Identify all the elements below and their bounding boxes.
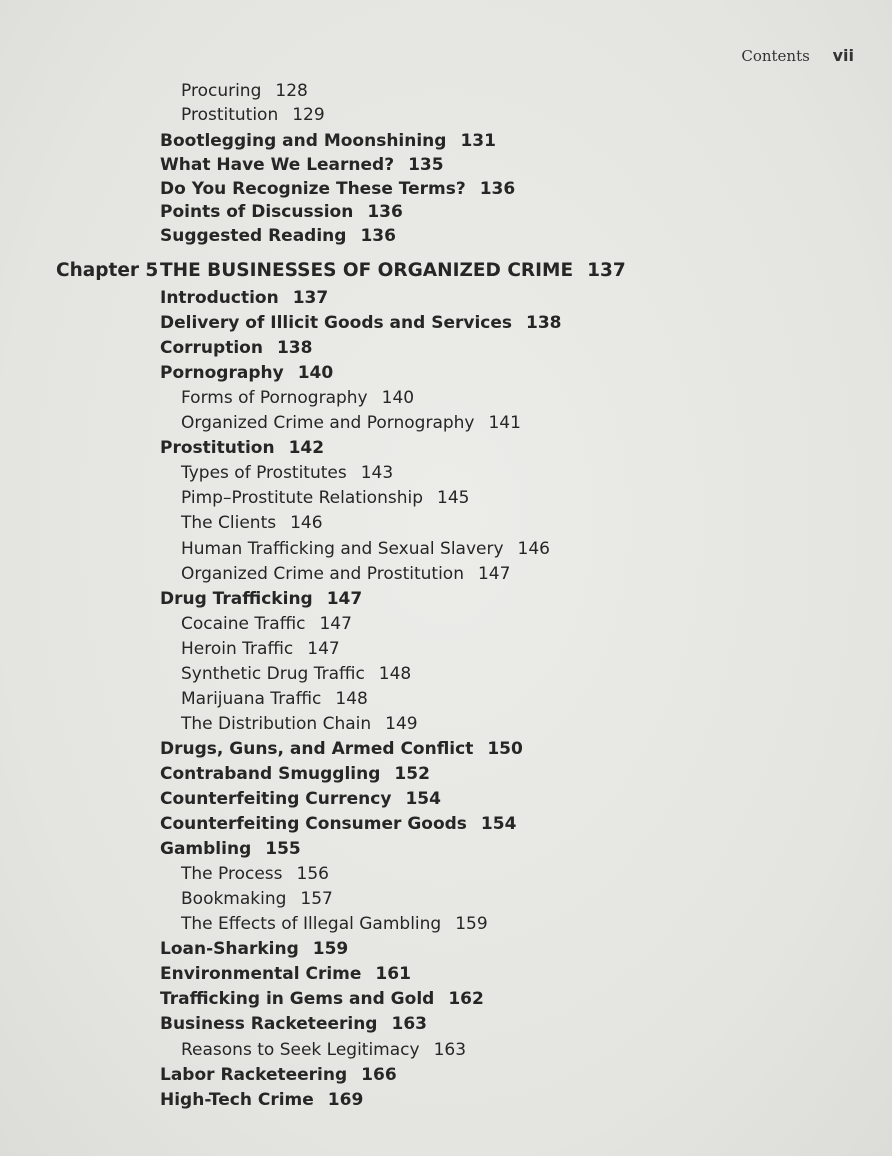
- toc-entry-page: 129: [292, 105, 325, 125]
- toc-entry: [181, 689, 368, 709]
- toc-entry-page: 154: [480, 814, 517, 835]
- toc-entry-title: Procuring: [181, 81, 262, 101]
- toc-entry-page: 148: [378, 663, 412, 684]
- toc-entry-title: Cocaine Traffic: [181, 613, 306, 634]
- toc-entry: [181, 1040, 466, 1060]
- toc-entry: [181, 614, 352, 634]
- toc-entry-title: Introduction: [160, 288, 279, 308]
- toc-entry-title: The Process: [181, 864, 283, 885]
- toc-entry-page: 163: [391, 1014, 427, 1035]
- chapter-label: Chapter 5: [56, 260, 159, 281]
- toc-entry-page: 155: [265, 839, 301, 860]
- toc-entry-title: Prostitution: [181, 105, 279, 125]
- toc-entry-title: Drugs, Guns, and Armed Conflict: [160, 738, 474, 759]
- toc-entry-page: 135: [408, 155, 444, 175]
- toc-entry: [160, 764, 430, 784]
- toc-entry-page: 148: [335, 688, 368, 709]
- toc-entry: [160, 288, 328, 308]
- toc-entry-title: Environmental Crime: [160, 964, 362, 985]
- page-number: vii: [832, 46, 854, 65]
- toc-entry: [181, 864, 329, 884]
- toc-entry-title: Counterfeiting Consumer Goods: [160, 814, 467, 835]
- toc-entry-title: What Have We Learned?: [160, 155, 395, 175]
- toc-entry: [160, 131, 496, 151]
- toc-entry: [160, 814, 516, 834]
- toc-entry-page: 147: [307, 638, 340, 659]
- toc-entry: [181, 539, 550, 559]
- toc-entry: [160, 338, 312, 358]
- toc-entry-title: High-Tech Crime: [160, 1089, 314, 1110]
- toc-entry-page: 136: [367, 202, 403, 222]
- toc-entry-page: 169: [327, 1089, 364, 1110]
- toc-entry: [160, 939, 348, 959]
- running-head-word: Contents: [741, 47, 810, 65]
- toc-entry-page: 138: [276, 338, 313, 359]
- toc-entry-title: Bootlegging and Moonshining: [160, 131, 447, 151]
- running-head: [741, 46, 854, 65]
- toc-entry-page: 136: [360, 226, 396, 246]
- toc-entry: [160, 789, 441, 809]
- toc-entry: [181, 639, 340, 659]
- toc-entry-page: 149: [385, 713, 418, 734]
- toc-entry-title: Gambling: [160, 839, 252, 860]
- toc-entry: [160, 155, 444, 175]
- toc-entry-page: 145: [437, 488, 470, 509]
- toc-entry: [181, 463, 393, 483]
- toc-entry-page: 166: [361, 1064, 397, 1085]
- toc-entry-page: 142: [288, 438, 325, 459]
- toc-entry: [181, 714, 418, 734]
- toc-entry: [181, 488, 469, 508]
- toc-entry: [160, 1090, 363, 1110]
- toc-entry-title: Drug Trafficking: [160, 588, 313, 609]
- toc-entry-title: Prostitution: [160, 438, 275, 459]
- toc-entry-page: 140: [297, 363, 334, 384]
- toc-entry-page: 143: [360, 463, 394, 484]
- toc-entry: [160, 839, 301, 859]
- toc-entry: [181, 664, 411, 684]
- toc-entry-title: Business Racketeering: [160, 1014, 378, 1035]
- toc-entry-page: 147: [319, 613, 352, 634]
- toc-entry-page: 163: [433, 1039, 467, 1060]
- toc-entry-page: 157: [300, 889, 333, 910]
- chapter-page: 137: [587, 260, 626, 281]
- toc-entry: [160, 363, 333, 383]
- toc-entry-page: 161: [375, 964, 411, 985]
- toc-entry-page: 146: [517, 538, 550, 559]
- toc-entry-page: 150: [487, 738, 523, 759]
- toc-entry: [160, 1065, 397, 1085]
- toc-entry: [160, 202, 403, 222]
- toc-entry-page: 162: [448, 989, 484, 1010]
- toc-entry-title: Bookmaking: [181, 889, 287, 910]
- toc-entry: [181, 914, 488, 934]
- toc-entry-title: The Effects of Illegal Gambling: [181, 914, 442, 935]
- toc-entry-page: 147: [477, 563, 511, 584]
- toc-entry: [160, 438, 324, 458]
- toc-entry: [160, 313, 562, 333]
- toc-entry-page: 156: [296, 864, 329, 885]
- toc-entry-title: Delivery of Illicit Goods and Services: [160, 313, 513, 334]
- toc-entry-page: 159: [312, 939, 349, 960]
- toc-entry: [181, 105, 325, 125]
- toc-entry: [160, 179, 515, 199]
- toc-entry-page: 147: [326, 588, 363, 609]
- toc-entry: [181, 81, 308, 101]
- toc-entry: [181, 388, 414, 408]
- toc-entry-page: 140: [381, 388, 415, 409]
- toc-entry-title: Forms of Pornography: [181, 388, 368, 409]
- toc-entry-title: Do You Recognize These Terms?: [160, 179, 466, 199]
- chapter-title: [160, 261, 626, 281]
- toc-entry-page: 138: [526, 313, 562, 334]
- toc-entry-page: 137: [292, 288, 329, 308]
- toc-entry-title: Pornography: [160, 363, 284, 384]
- toc-entry-title: Contraband Smuggling: [160, 763, 381, 784]
- toc-entry-title: The Distribution Chain: [181, 713, 372, 734]
- toc-entry-title: Pimp–Prostitute Relationship: [181, 488, 423, 509]
- toc-entry-title: Marijuana Traffic: [181, 688, 322, 709]
- toc-entry-title: Labor Racketeering: [160, 1064, 348, 1085]
- toc-entry: [160, 739, 523, 759]
- toc-entry-title: Synthetic Drug Traffic: [181, 663, 365, 684]
- toc-entry-title: Types of Prostitutes: [181, 463, 347, 484]
- toc-entry-title: Loan-Sharking: [160, 939, 299, 960]
- toc-entry-page: 136: [479, 179, 516, 199]
- toc-entry-title: The Clients: [181, 513, 277, 534]
- toc-entry-title: Trafficking in Gems and Gold: [160, 989, 435, 1010]
- toc-entry-title: Human Trafficking and Sexual Slavery: [181, 538, 504, 559]
- toc-entry: [160, 989, 484, 1009]
- toc-entry-title: Organized Crime and Prostitution: [181, 563, 464, 584]
- chapter-title-text: THE BUSINESSES OF ORGANIZED CRIME: [160, 260, 574, 281]
- toc-entry-title: Reasons to Seek Legitimacy: [181, 1039, 420, 1060]
- toc-entry-title: Points of Discussion: [160, 202, 354, 222]
- toc-entry-page: 154: [405, 789, 441, 809]
- toc-entry-title: Heroin Traffic: [181, 638, 294, 659]
- toc-entry-page: 146: [290, 513, 323, 534]
- toc-entry-title: Suggested Reading: [160, 226, 347, 246]
- toc-entry-page: 152: [394, 763, 430, 784]
- toc-entry-title: Corruption: [160, 338, 263, 359]
- toc-entry: [160, 589, 362, 609]
- toc-entry: [181, 564, 510, 584]
- toc-entry-page: 141: [488, 413, 521, 434]
- toc-entry-page: 131: [460, 131, 496, 151]
- toc-entry: [160, 226, 396, 246]
- toc-entry-title: Counterfeiting Currency: [160, 789, 392, 809]
- toc-entry-title: Organized Crime and Pornography: [181, 413, 475, 434]
- toc-entry: [160, 1014, 427, 1034]
- toc-entry-page: 159: [455, 914, 488, 935]
- toc-entry-page: 128: [275, 81, 308, 101]
- toc-entry: [181, 513, 323, 533]
- toc-entry: [181, 413, 521, 433]
- toc-entry: [181, 889, 333, 909]
- toc-entry: [160, 964, 411, 984]
